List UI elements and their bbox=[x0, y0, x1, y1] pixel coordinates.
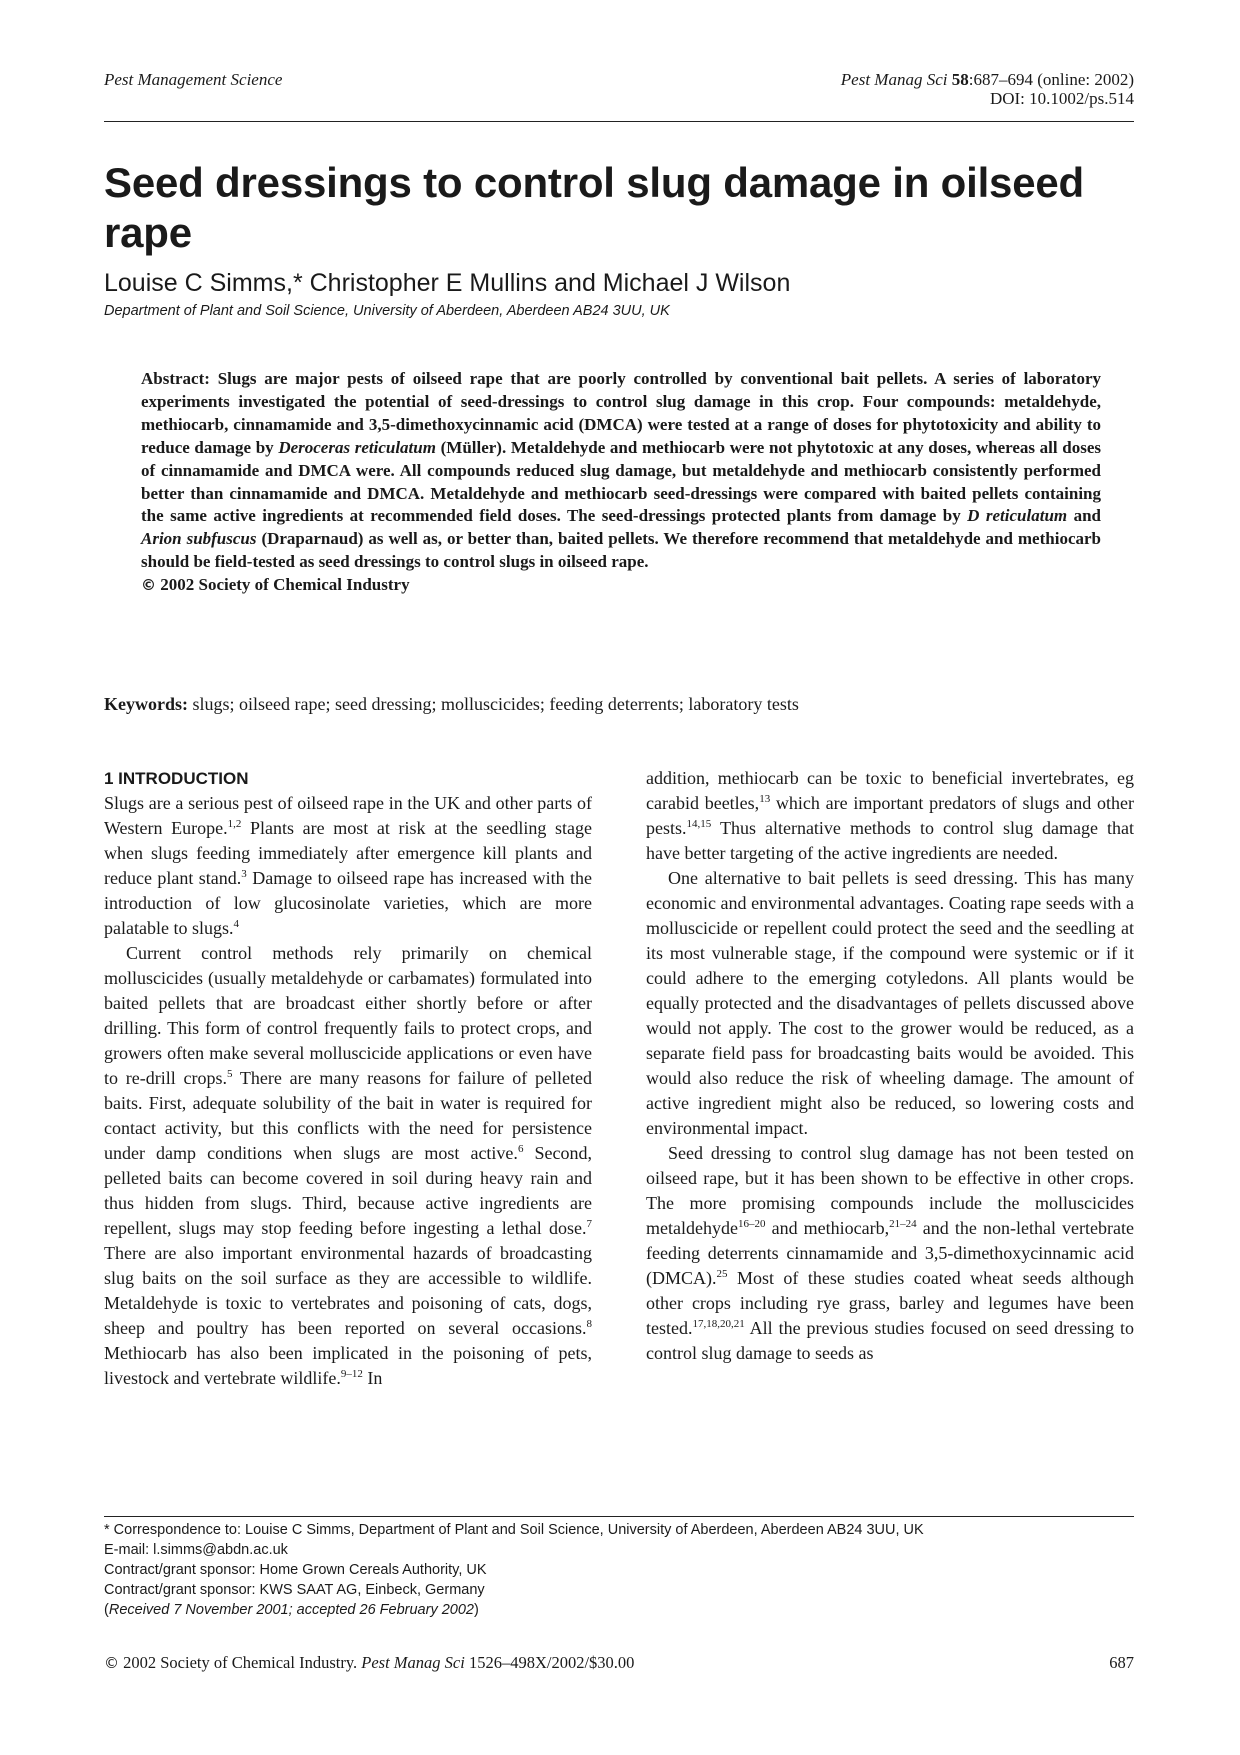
paragraph: Seed dressing to control slug damage has not been tested on oilseed rape, but it has been shown to be effective in other crops. The more promising compounds include the molluscicides metaldehyde$^{16-20}$ and methiocarb,$^{21-24}$ and the non-lethal vertebrate feeding deterrents cinnamamide and 3,5-dimethoxycinnamic acid (DMCA).$^{25}$ Most of these studies coated wheat seeds although other crops including rye grass, barley and legumes have been tested.$^{17,18,20,21}$ All the previous studies focused on seed dressing to control slug damage to seeds as bbox=[646, 1143, 1134, 1363]
received-note: (Received 7 November 2001; accepted 26 February 2002) bbox=[104, 1602, 479, 1618]
author-list: Louise C Simms,* Christopher E Mullins and Michael J Wilson bbox=[104, 269, 791, 297]
copyright-icon: © bbox=[104, 1654, 119, 1672]
journal-name: Pest Management Science bbox=[104, 70, 283, 89]
citation-ref: 17,18,20,21 bbox=[692, 1318, 745, 1330]
running-head bbox=[104, 70, 1134, 120]
footnotes bbox=[104, 1520, 1134, 1620]
section-heading: 1 INTRODUCTION bbox=[104, 769, 249, 788]
citation-ref: 25 bbox=[716, 1268, 728, 1280]
citation-block bbox=[841, 70, 1134, 108]
citation-ref: 8 bbox=[586, 1318, 592, 1330]
paragraph: addition, methiocarb can be toxic to beneficial invertebrates, eg carabid beetles,$^{13}$ which are important predators of slugs and other pests.$^{14,15}$ Thus alternative methods to control slug damage that have better targeting of the active ingredients are needed. bbox=[646, 768, 1135, 863]
citation bbox=[841, 70, 1134, 89]
citation-ref: 1,2 bbox=[227, 818, 242, 830]
citation-ref: 7 bbox=[586, 1218, 592, 1230]
keywords-text: slugs; oilseed rape; seed dressing; molluscicides; feeding deterrents; laboratory tests bbox=[188, 694, 799, 714]
citation-ref: 14,15 bbox=[686, 818, 712, 830]
citation-ref: 16–20 bbox=[737, 1218, 766, 1230]
citation-ref: 3 bbox=[241, 868, 247, 880]
paragraph: One alternative to bait pellets is seed dressing. This has many economic and environmental advantages. Coating rape seeds with a molluscicide or repellent could protect the seed and the seedling at its most vulnerable stage, if the compound were systemic or if it could adhere to the emerging cotyledons. All plants would be equally protected and the disadvantages of pellets discussed above would not apply. The cost to the grower would be reduced, as a separate field pass for broadcasting baits would be avoided. This would also reduce the risk of wheeling damage. The amount of active ingredient might also be reduced, so lowering costs and environmental impact. bbox=[646, 868, 1134, 1138]
paragraph: Slugs are a serious pest of oilseed rape in the UK and other parts of Western Europe.$^{1,2}$ Plants are most at risk at the seedling stage when slugs feeding immediately after emergence kill plants and reduce plant stand.$^3$ Damage to oilseed rape has increased with the introduction of low glucosinolate varieties, which are more palatable to slugs.$^4$ bbox=[104, 793, 593, 938]
citation-volume: 58 bbox=[951, 70, 969, 89]
sponsor-note: Contract/grant sponsor: Home Grown Cereals Authority, UK bbox=[104, 1562, 487, 1578]
article-title: Seed dressings to control slug damage in oilseed rape bbox=[104, 159, 1084, 256]
abstract bbox=[141, 368, 1101, 597]
body-column-left bbox=[104, 766, 592, 1391]
citation-journal: Pest Manag Sci bbox=[840, 70, 948, 89]
citation-pages: :687–694 (online: 2002) bbox=[968, 70, 1134, 89]
footer-copyright: © 2002 Society of Chemical Industry. Pest Manag Sci 1526–498X/2002/$30.00 bbox=[104, 1653, 635, 1672]
keywords-label: Keywords: bbox=[104, 694, 188, 714]
citation-ref: 9–12 bbox=[340, 1368, 363, 1380]
email-note: E-mail: l.simms@abdn.ac.uk bbox=[104, 1542, 288, 1558]
footnote-rule bbox=[104, 1516, 1134, 1517]
paragraph: Current control methods rely primarily on chemical molluscicides (usually metaldehyde or carbamates) formulated into baited pellets that are broadcast either shortly before or after drilling. This form of control frequently fails to protect crops, and growers often make several molluscicide applications or even have to re-drill crops.$^5$ There are many reasons for failure of pelleted baits. First, adequate solubility of the bait in water is required for contact activity, but this conflicts with the need for persistence under damp conditions when slugs are most active.$^6$ Second, pelleted baits can become covered in soil during heavy rain and thus hidden from slugs. Third, because active ingredients are repellent, slugs may stop feeding before ingesting a lethal dose.$^7$ There are also important environmental hazards of broadcasting slug baits on the soil surface as they are accessible to wildlife. Metaldehyde is toxic to vertebrates and poisoning of cats, dogs, sheep and poultry has been reported on several occasions.$^8$ Methiocarb has also been implicated in the poisoning of pets, livestock and vertebrate wildlife.$^{9-12}$ In bbox=[104, 943, 592, 1388]
citation-ref: 13 bbox=[759, 793, 771, 805]
citation-ref: 6 bbox=[517, 1143, 524, 1155]
abstract-label: Abstract: bbox=[141, 369, 210, 388]
citation-ref: 5 bbox=[226, 1068, 233, 1080]
footer-journal: Pest Manag Sci bbox=[361, 1653, 465, 1672]
species-name: D reticulatum bbox=[967, 506, 1068, 526]
copyright-icon: © bbox=[141, 576, 156, 595]
body-column-right bbox=[646, 766, 1134, 1366]
abstract-copyright: © 2002 Society of Chemical Industry bbox=[141, 575, 410, 595]
keywords bbox=[104, 694, 1134, 715]
citation-ref: 21–24 bbox=[889, 1218, 917, 1230]
species-name: Arion subfuscus bbox=[141, 529, 257, 549]
abstract-text: Abstract: Slugs are major pests of oilseed rape that are poorly controlled by conventional bait pellets. A series of laboratory experiments investigated the potential of seed-dressings to control slug damage in this crop. Four compounds: metaldehyde, methiocarb, cinnamamide and 3,5-dimethoxycinnamic acid (DMCA) were tested at a range of doses for phytotoxicity and ability to reduce damage by Deroceras reticulatum (Müller). Metaldehyde and methiocarb were not phytotoxic at any doses, whereas all doses of cinnamamide and DMCA were. All compounds reduced slug damage, but metaldehyde and methiocarb consistently performed better than cinnamamide and DMCA. Metaldehyde and methiocarb seed-dressings were compared with baited pellets containing the same active ingredients at recommended field doses. The seed-dressings protected plants from damage by D reticulatum and Arion subfuscus (Draparnaud) as well as, or better than, baited pellets. We therefore recommend that metaldehyde and methiocarb should be field-tested as seed dressings to control slugs in oilseed rape. bbox=[141, 369, 1101, 572]
sponsor-note: Contract/grant sponsor: KWS SAAT AG, Einbeck, Germany bbox=[104, 1582, 485, 1598]
page-number: 687 bbox=[1109, 1653, 1134, 1672]
species-name: Deroceras reticulatum bbox=[278, 437, 436, 457]
affiliation: Department of Plant and Soil Science, University of Aberdeen, Aberdeen AB24 3UU, UK bbox=[104, 303, 670, 319]
citation-ref: 4 bbox=[233, 918, 239, 930]
correspondence-note: * Correspondence to: Louise C Simms, Department of Plant and Soil Science, University of Aberdeen, Aberdeen AB24 3UU, UK bbox=[104, 1522, 924, 1538]
header-rule bbox=[104, 121, 1134, 122]
doi: DOI: 10.1002/ps.514 bbox=[989, 89, 1134, 108]
